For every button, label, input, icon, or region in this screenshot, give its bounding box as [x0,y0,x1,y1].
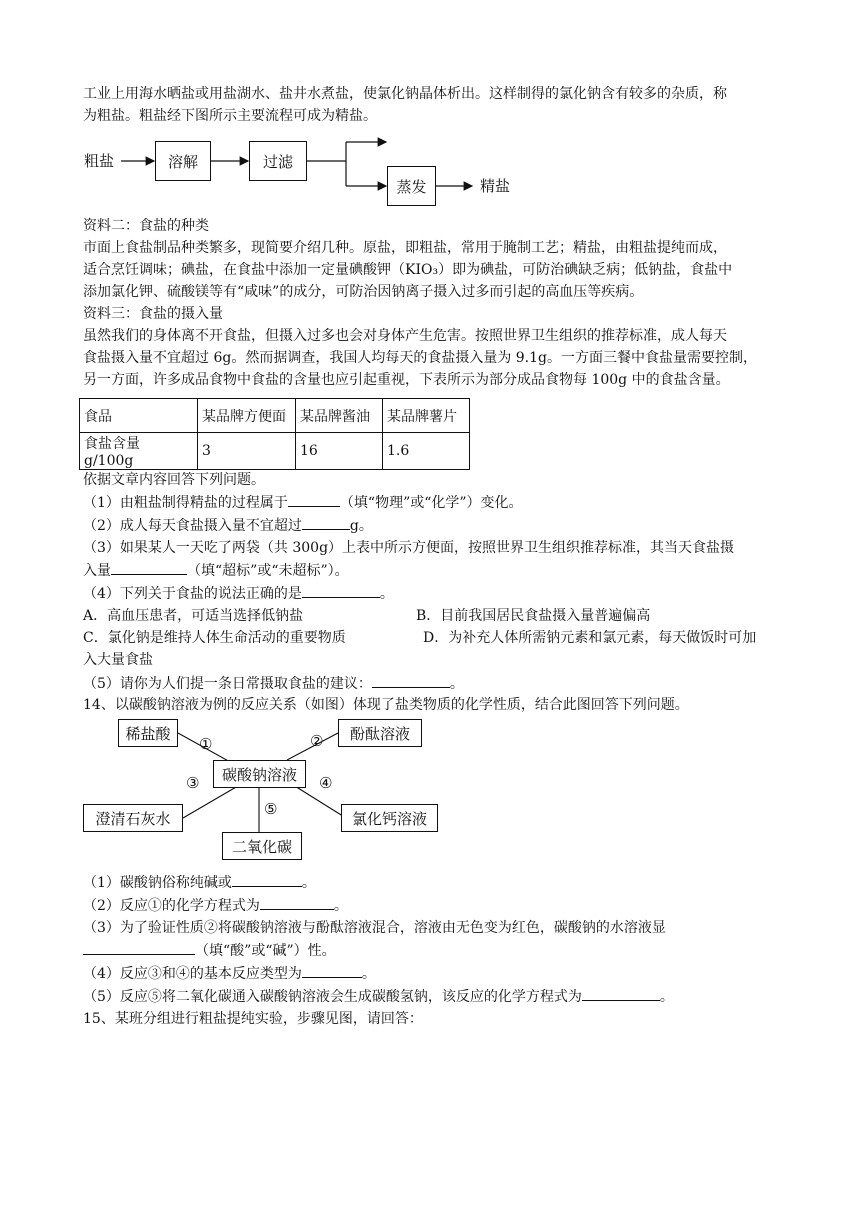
material3-line-3: 另一方面，许多成品食物中食盐的含量也应引起重视，下表所示为部分成品食物每 100g 中的食盐含量。 [83,372,730,388]
answer-blank[interactable] [302,515,350,530]
table-header-cell: 食品 [80,399,198,433]
q14-3-line-1: （3）为了验证性质②将碳酸钠溶液与酚酞溶液混合，溶液由无色变为红色，碳酸钠的水溶液显 [83,920,666,936]
table-header-cell: 某品牌酱油 [296,399,383,433]
q14-stem: 14、以碳酸钠溶液为例的反应关系（如图）体现了盐类物质的化学性质，结合此图回答下列问题。 [83,697,689,713]
q13-1-tail: （填“物理”或“化学”）变化。 [339,495,523,511]
answer-blank[interactable] [111,560,187,575]
q14-4 [83,963,376,984]
q13-1-text: （1）由粗盐制得精盐的过程属于 [83,495,288,511]
material3-title: 资料三：食盐的摄入量 [83,306,223,322]
material3-line-1: 虽然我们的身体离不开食盐，但摄入过多也会对身体产生危害。按照世界卫生组织的推荐标准，成人每天 [83,328,727,344]
intro-line-2: 为粗盐。粗盐经下图所示主要流程可成为精盐。 [83,108,377,124]
q13-3-line-2 [83,560,349,581]
answer-blank[interactable] [232,872,302,887]
salt-content-table [79,398,470,470]
q13-4 [83,583,394,604]
node-limewater: 澄清石灰水 [83,804,183,832]
answer-blank[interactable] [302,963,362,978]
q13-3-tail: （填“超标”或“未超标”）。 [187,563,349,579]
q13-3-text: 入量 [83,563,111,579]
q13-4-text: （4）下列关于食盐的说法正确的是 [83,586,302,602]
material2-title: 资料二：食盐的种类 [83,218,209,234]
reaction-marker-1: ① [199,735,213,753]
node-dilute-hcl: 稀盐酸 [118,719,178,747]
q13-2 [83,515,373,536]
flow-start-label: 粗盐 [84,152,115,170]
answer-blank[interactable] [260,895,334,910]
material2-line-2: 适合烹饪调味；碘盐，在食盐中添加一定量碘酸钾（KIO₃）即为碘盐，可防治碘缺乏病；低钠盐，食盐中 [83,262,733,278]
flow-step-evaporate: 蒸发 [387,166,436,206]
q14-2 [83,895,348,916]
q14-5 [83,986,674,1007]
table-header-cell: 某品牌薯片 [383,399,470,433]
q13-5-text: （5）请你为人们提一条日常摄取食盐的建议： [83,676,372,692]
q13-5-tail: 。 [449,676,464,692]
table-header-row [80,399,470,433]
node-calcium-chloride: 氯化钙溶液 [341,804,438,832]
q13-5 [83,673,464,694]
q13-option-c: C．氯化钠是维持人体生命活动的重要物质 [83,630,346,646]
intro-line-1: 工业上用海水晒盐或用盐湖水、盐井水煮盐，使氯化钠晶体析出。这样制得的氯化钠含有较多的杂质，称 [83,86,727,102]
material3-line-2: 食盐摄入量不宜超过 6g。然而据调查，我国人均每天的食盐摄入量为 9.1g。一方面三餐中食盐量需要控制， [83,350,757,366]
q13-2-text: （2）成人每天食盐摄入量不宜超过 [83,518,302,534]
q15-stem: 15、某班分组进行粗盐提纯实验，步骤见图，请回答： [83,1011,423,1027]
table-cell: 1.6 [383,433,470,470]
table-cell: 16 [296,433,383,470]
node-carbon-dioxide: 二氧化碳 [222,832,302,860]
q13-option-b: B．目前我国居民食盐摄入量普遍偏高 [416,608,651,624]
q14-2-text: （2）反应①的化学方程式为 [83,898,260,914]
answer-blank[interactable] [372,673,450,688]
table-cell: 3 [198,433,296,470]
reaction-marker-4: ④ [319,774,333,792]
q14-5-text: （5）反应⑤将二氧化碳通入碳酸钠溶液会生成碳酸氢钠，该反应的化学方程式为 [83,989,582,1005]
table-row-label: 食盐含量 g/100g [80,433,198,470]
q13-option-a: A．高血压患者，可适当选择低钠盐 [83,608,304,624]
flow-step-filter: 过滤 [249,141,307,181]
q14-1 [83,872,316,893]
q13-option-d-cont: 入大量食盐 [83,652,153,668]
q14-4-text: （4）反应③和④的基本反应类型为 [83,966,302,982]
q14-1-text: （1）碳酸钠俗称纯碱或 [83,875,232,891]
answer-blank[interactable] [288,492,340,507]
q14-5-tail: 。 [659,989,674,1005]
flow-end-label: 精盐 [480,177,511,195]
q14-2-tail: 。 [333,898,348,914]
node-phenolphthalein: 酚酞溶液 [338,719,422,747]
material2-line-3: 添加氯化钾、硫酸镁等有“咸味”的成分，可防治因钠离子摄入过多而引起的高血压等疾病。 [83,284,644,300]
flow-step-dissolve: 溶解 [155,141,211,181]
q14-4-tail: 。 [361,966,376,982]
q14-1-tail: 。 [301,875,316,891]
q13-option-d: D．为补充人体所需钠元素和氯元素，每天做饭时可加 [423,630,757,646]
q13-3-line-1: （3）如果某人一天吃了两袋（共 300g）上表中所示方便面，按照世界卫生组织推荐标准，其当天食盐摄 [83,540,735,556]
answer-blank[interactable] [302,583,380,598]
q14-3-tail: （填“酸”或“碱”）性。 [195,943,336,959]
reaction-marker-5: ⑤ [264,800,278,818]
reaction-marker-2: ② [310,732,324,750]
q13-2-tail: g。 [349,518,373,534]
q14-3-line-2 [83,940,336,961]
answer-blank[interactable] [582,986,660,1001]
table-row [80,433,470,470]
node-sodium-carbonate: 碳酸钠溶液 [213,760,306,788]
q13-1 [83,492,523,513]
answer-blank[interactable] [83,940,195,955]
q13-4-tail: 。 [379,586,394,602]
q13-lead: 依据文章内容回答下列问题。 [83,472,265,488]
table-header-cell: 某品牌方便面 [198,399,296,433]
reaction-marker-3: ③ [186,774,200,792]
material2-line-1: 市面上食盐制品种类繁多，现简要介绍几种。原盐，即粗盐，常用于腌制工艺；精盐，由粗盐提纯而成， [83,240,727,256]
